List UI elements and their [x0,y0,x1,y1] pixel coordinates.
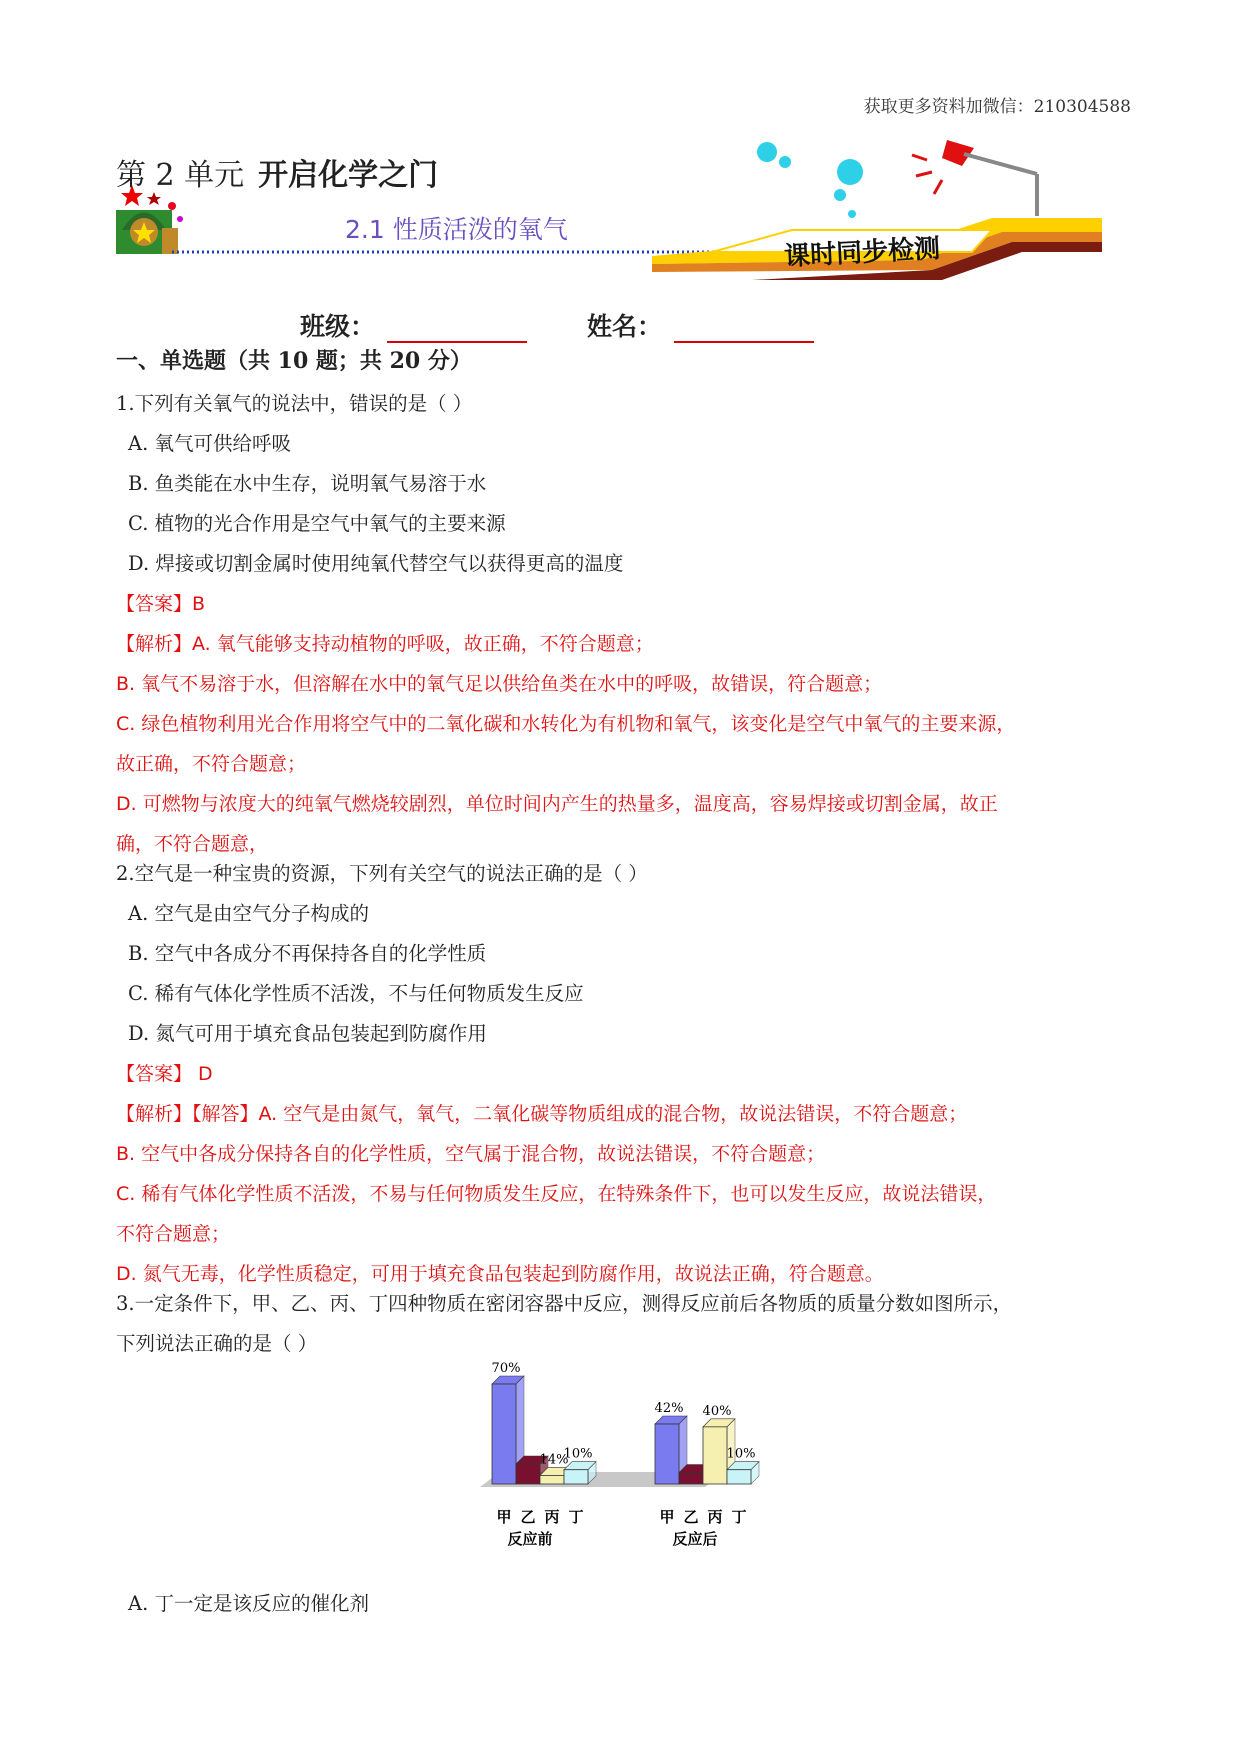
answer: 【答案】 D [116,1063,213,1085]
question-2 [116,854,1136,1294]
category-label: 甲 [496,1508,512,1526]
category-label: 丙 [707,1508,723,1526]
question-3-options [116,1584,1136,1624]
category-label: 丁 [568,1508,584,1526]
data-label: 42% [654,1401,684,1416]
group-label: 反应后 [672,1530,718,1548]
name-blank[interactable] [674,317,814,343]
bar-乙 [516,1464,540,1484]
analysis-line: 不符合题意； [116,1223,231,1245]
unit-title: 第 2 单元 开启化学之门 [116,158,439,193]
section-heading: 一、单选题（共 10 题；共 20 分） [116,348,472,374]
wechat-note: 获取更多资料加微信：210304588 [863,97,1131,117]
bar-乙 [679,1473,703,1484]
option-d: D. 氮气可用于填充食品包装起到防腐作用 [128,1022,487,1045]
option-a: A. 氧气可供给呼吸 [128,432,291,455]
option-d: D. 焊接或切割金属时使用纯氧代替空气以获得更高的温度 [128,552,624,575]
option-a: A. 空气是由空气分子构成的 [128,902,369,925]
category-label: 甲 [659,1508,675,1526]
analysis-line: B. 空气中各成分保持各自的化学性质，空气属于混合物，故说法错误，不符合题意； [116,1143,826,1165]
category-label: 乙 [520,1508,536,1526]
analysis-line: C. 绿色植物利用光合作用将空气中的二氧化碳和水转化为有机物和氧气，该变化是空气中氧气的主要来源， [116,713,1016,735]
bar-丙 [540,1475,564,1484]
analysis-line: B. 氧气不易溶于水，但溶解在水中的氧气足以供给鱼类在水中的呼吸，故错误，符合题意； [116,673,883,695]
analysis-line: 【解析】A. 氧气能够支持动植物的呼吸，故正确，不符合题意； [116,633,654,655]
analysis-line: D. 氮气无毒，化学性质稳定，可用于填充食品包装起到防腐作用，故说法正确，符合题意。 [116,1263,884,1285]
class-name-line [300,307,874,343]
question-3 [116,1284,1136,1364]
category-label: 乙 [683,1508,699,1526]
data-label: 40% [702,1403,732,1419]
analysis-line: 故正确，不符合题意； [116,753,307,775]
data-label: 70% [491,1361,521,1376]
option-b: B. 鱼类能在水中生存，说明氧气易溶于水 [128,472,487,495]
lamp-icon [942,140,974,166]
option-a: A. 丁一定是该反应的催化剂 [128,1592,369,1615]
lesson-title: 2.1 性质活泼的氧气 [345,215,568,244]
analysis-line: 【解析】【解答】A. 空气是由氮气，氧气，二氧化碳等物质组成的混合物，故说法错误，不符合题意； [116,1103,968,1125]
badge-text: 课时同步检测 [783,233,941,273]
bar-chart [470,1361,800,1552]
category-label: 丙 [544,1508,560,1526]
question-stem: 2.空气是一种宝贵的资源，下列有关空气的说法正确的是（ ） [116,862,648,885]
data-label: 14% [539,1452,569,1468]
question-1 [116,384,1136,864]
bar-甲 [655,1424,679,1484]
class-blank[interactable] [387,317,527,343]
bar-丁 [564,1470,588,1484]
question-stem: 下列说法正确的是（ ） [116,1332,318,1355]
answer: 【答案】B [116,593,206,615]
analysis-line: 确，不符合题意， [116,833,269,855]
option-c: C. 稀有气体化学性质不活泼，不与任何物质发生反应 [128,982,584,1005]
question-stem: 1.下列有关氧气的说法中，错误的是（ ） [116,392,473,415]
category-label: 丁 [731,1508,747,1526]
data-label: 10% [726,1446,756,1462]
data-label: 10% [563,1446,593,1462]
bar-甲 [492,1384,516,1484]
bar-丁 [727,1470,751,1484]
name-label: 姓名： [587,312,663,341]
class-label: 班级： [300,312,376,341]
option-c: C. 植物的光合作用是空气中氧气的主要来源 [128,512,506,535]
analysis-line: C. 稀有气体化学性质不活泼，不易与任何物质发生反应，在特殊条件下，也可以发生反应，故说法错误， [116,1183,997,1205]
question-stem: 3.一定条件下，甲、乙、丙、丁四种物质在密闭容器中反应，测得反应前后各物质的质量分数如图所示， [116,1292,1013,1315]
option-b: B. 空气中各成分不再保持各自的化学性质 [128,942,487,965]
analysis-line: D. 可燃物与浓度大的纯氧气燃烧较剧烈，单位时间内产生的热量多，温度高，容易焊接或切割金属，故正 [116,793,998,815]
group-label: 反应前 [507,1530,553,1548]
bar-丙 [703,1427,727,1484]
